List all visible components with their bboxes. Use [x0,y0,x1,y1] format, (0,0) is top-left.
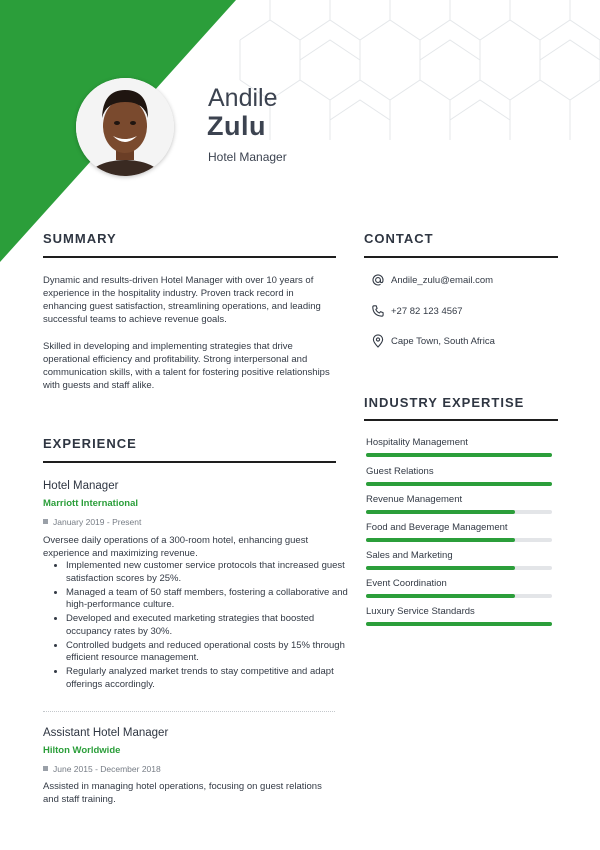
contact-email[interactable] [371,273,493,287]
calendar-icon [43,766,48,771]
job-2-dates-text: June 2015 - December 2018 [53,764,161,774]
phone-icon [371,304,385,318]
job-1-dates [43,517,141,527]
list-item: • Regularly analyzed market trends to stay competitive and adapt offerings accordingly. [66,666,351,691]
job-separator [43,711,335,712]
skill-bar-fill [366,566,515,570]
skill-bar-track [366,482,552,486]
job-1-bullets [50,560,351,693]
job-1-description: Oversee daily operations of a 300-room hotel, enhancing guest experience and maximizing revenue. [43,535,309,559]
list-item: • Developed and executed marketing strategies that boosted occupancy rates by 30%. [66,613,351,638]
job-2-role: Assistant Hotel Manager [43,727,169,739]
calendar-icon [43,519,48,524]
skill-bar-track [366,538,552,542]
skill-bar-fill [366,538,515,542]
skill-bar-fill [366,453,552,457]
at-icon [371,273,385,287]
skill-bar-fill [366,594,515,598]
skill-bar-track [366,566,552,570]
contact-divider [364,256,558,258]
skill-item [366,494,552,514]
skill-bar-track [366,622,552,626]
skill-item [366,437,552,457]
location-text: Cape Town, South Africa [391,335,495,347]
avatar [76,78,174,176]
skill-label: Event Coordination [366,578,447,589]
job-1-company: Marriott International [43,498,139,509]
list-item: • Managed a team of 50 staff members, fostering a collaborative and high-performance culture. [66,587,351,612]
summary-divider [43,256,336,258]
job-2-description: Assisted in managing hotel operations, focusing on guest relations and staff training. [43,781,322,805]
email-text: Andile_zulu@email.com [391,274,494,286]
list-item: • Controlled budgets and reduced operational costs by 15% through efficient resource management. [66,640,351,665]
skill-bar-track [366,594,552,598]
job-1-role: Hotel Manager [43,480,119,492]
skill-label: Sales and Marketing [366,550,453,561]
experience-divider [43,461,336,463]
skill-bar-track [366,453,552,457]
phone-text: +27 82 123 4567 [391,305,463,317]
summary-paragraph-2: Skilled in developing and implementing strategies that drive operational efficiency and profitability. Strong interpersonal and communication skills, with a talent for fostering positive relationships with guests and staff alike. [43,341,330,391]
list-item: • Implemented new customer service protocols that increased guest satisfaction scores by 25%. [66,560,351,585]
skill-label: Luxury Service Standards [366,606,475,617]
job-2-company: Hilton Worldwide [43,745,121,756]
skill-item [366,550,552,570]
skill-bar-track [366,510,552,514]
summary-heading: SUMMARY [43,231,117,246]
skill-item [366,606,552,626]
job-title: Hotel Manager [208,150,287,164]
experience-heading: EXPERIENCE [43,436,137,451]
skill-label: Revenue Management [366,494,463,505]
expertise-divider [364,419,558,421]
skill-label: Guest Relations [366,466,434,477]
last-name: Zulu [207,111,266,141]
skill-label: Hospitality Management [366,437,468,448]
skill-bar-fill [366,622,552,626]
location-pin-icon [371,334,385,348]
summary-paragraph-1: Dynamic and results-driven Hotel Manager with over 10 years of experience in the hospitality industry. Proven track record in enhancing guest satisfaction, streamlining operations, and leading successful teams to achieve revenue goals. [43,275,321,325]
profile-photo [76,78,174,176]
skill-label: Food and Beverage Management [366,522,508,533]
skill-bar-fill [366,482,552,486]
contact-location [371,334,495,348]
skill-item [366,466,552,486]
first-name: Andile [208,84,278,112]
skill-bar-fill [366,510,515,514]
contact-phone[interactable] [371,304,463,318]
expertise-heading: INDUSTRY EXPERTISE [364,395,525,410]
skill-item [366,578,552,598]
contact-heading: CONTACT [364,231,434,246]
skill-item [366,522,552,542]
job-2-dates [43,764,161,774]
job-1-dates-text: January 2019 - Present [53,517,142,527]
